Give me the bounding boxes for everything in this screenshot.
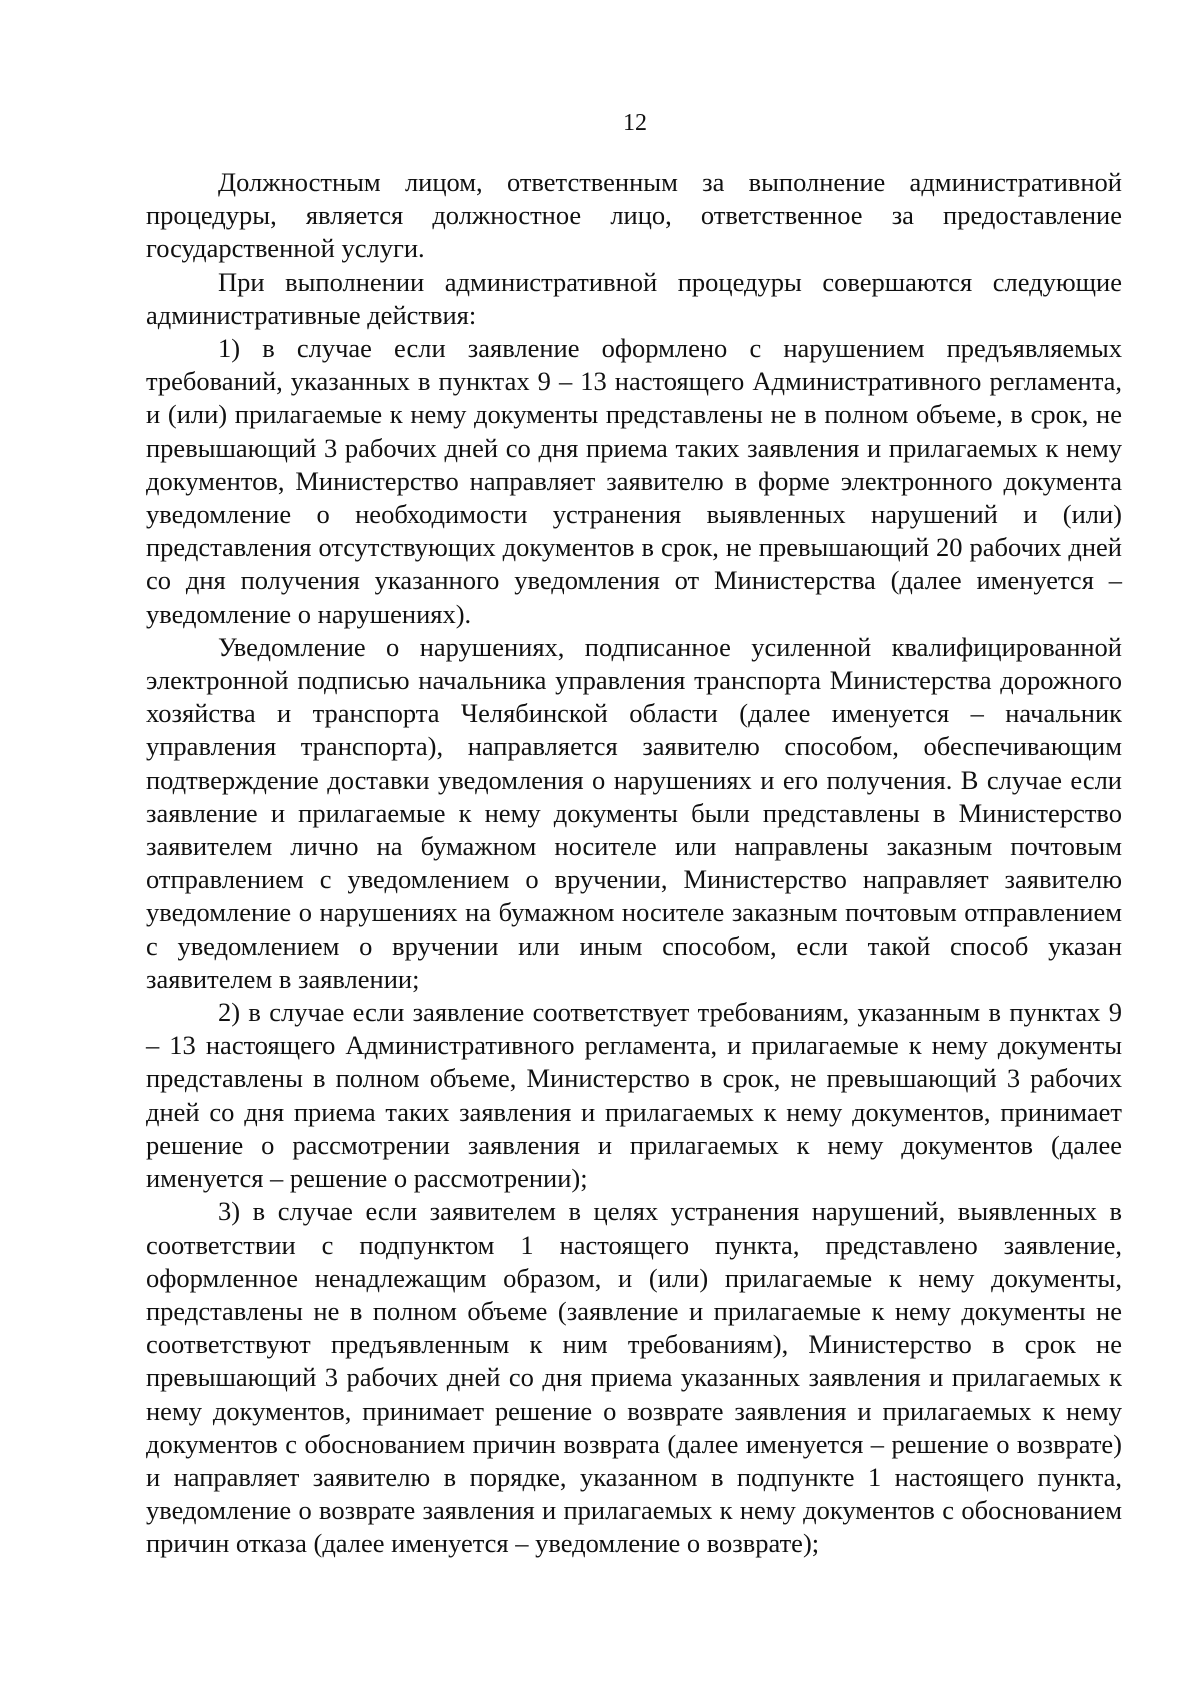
paragraph-violation-notice: Уведомление о нарушениях, подписанное усиленной квалифицированной электронной подписью начальника управления транспорта Министерства дорожного хозяйства и транспорта Челябинской области (далее именуется – начальник управления транспорта), направляется заявителю способом, обеспечивающим подтверждение доставки уведомления о нарушениях и его получения. В случае если заявление и прилагаемые к нему документы были представлены в Министерство заявителем лично на бумажном носителе или направлены заказным почтовым отправлением с уведомлением о вручении, Министерство направляет заявителю уведомление о нарушениях на бумажном носителе заказным почтовым отправлением с уведомлением о вручении или иным способом, если такой способ указан заявителем в заявлении; [146,631,1122,994]
paragraph-item-3: 3) в случае если заявителем в целях устранения нарушений, выявленных в соответствии с подпунктом 1 настоящего пункта, представлено заявление, оформленное ненадлежащим образом, и (или) прилагаемые к нему документы, представлены не в полном объеме (заявление и прилагаемые к нему документы не соответствуют предъявленным к ним требованиям), Министерство в срок не превышающий 3 рабочих дней со дня приема указанных заявления и прилагаемых к нему документов, принимает решение о возврате заявления и прилагаемых к нему документов с обоснованием причин возврата (далее именуется – решение о возврате) и направляет заявителю в порядке, указанном в подпункте 1 настоящего пункта, уведомление о возврате заявления и прилагаемых к нему документов с обоснованием причин отказа (далее именуется – уведомление о возврате); [146,1196,1122,1559]
paragraph-item-2: 2) в случае если заявление соответствует требованиям, указанным в пунктах 9 – 13 настоящего Административного регламента, и прилагаемые к нему документы представлены в полном объеме, Министерство в срок, не превышающий 3 рабочих дней со дня приема таких заявления и прилагаемых к нему документов, принимает решение о рассмотрении заявления и прилагаемых к нему документов (далее именуется – решение о рассмотрении); [146,997,1122,1194]
paragraph-item-1: 1) в случае если заявление оформлено с нарушением предъявляемых требований, указанных в пунктах 9 – 13 настоящего Административного регламента, и (или) прилагаемые к нему документы представлены не в полном объеме, в срок, не превышающий 3 рабочих дней со дня приема таких заявления и прилагаемых к нему документов, Министерство направляет заявителю в форме электронного документа уведомление о необходимости устранения выявленных нарушений и (или) представления отсутствующих документов в срок, не превышающий 20 рабочих дней со дня получения указанного уведомления от Министерства (далее именуется – уведомление о нарушениях). [146,333,1122,629]
page-number: 12 [623,110,647,136]
paragraph-responsible-official: Должностным лицом, ответственным за выполнение административной процедуры, является должностное лицо, ответственное за предоставление государственной услуги. [146,167,1122,264]
document-body [146,166,1122,1561]
paragraph-actions-intro: При выполнении административной процедуры совершаются следующие административные действия: [146,266,1122,330]
